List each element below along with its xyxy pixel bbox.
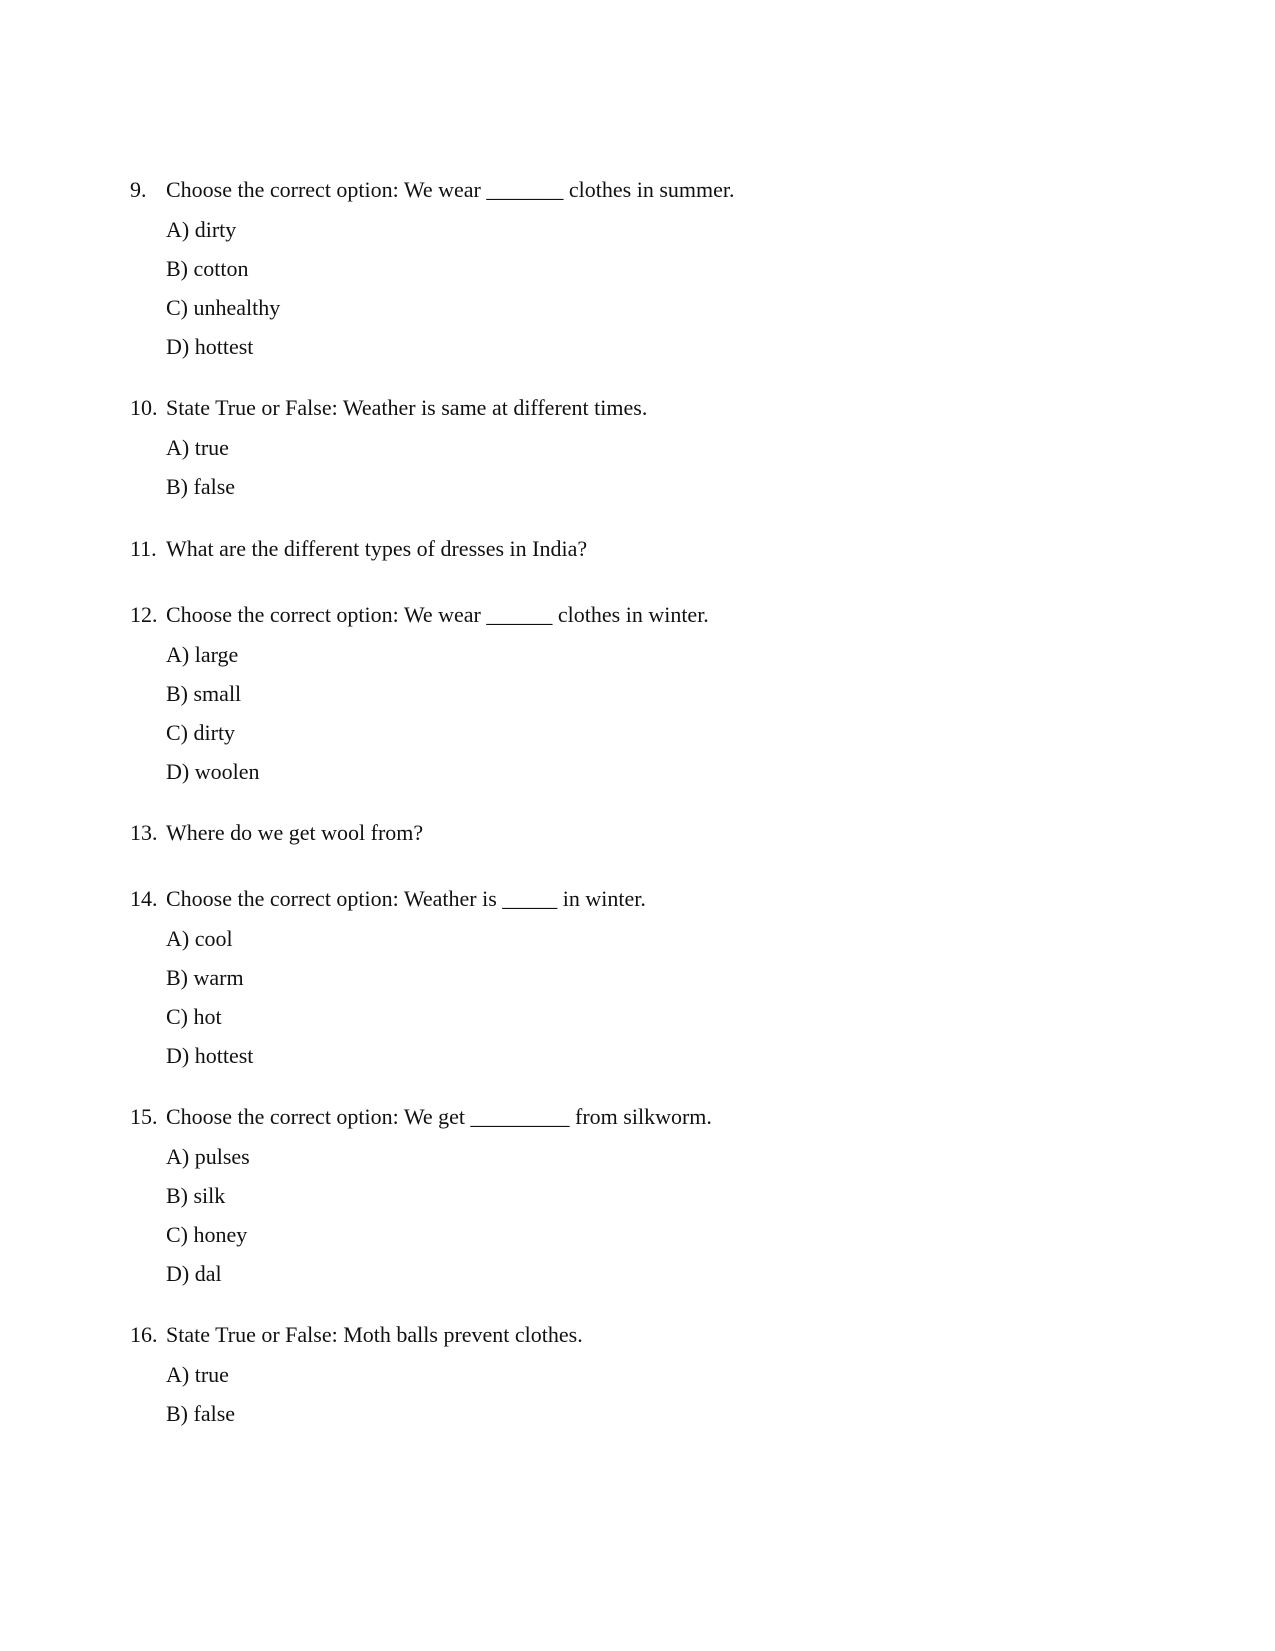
option-a: A) cool — [166, 926, 233, 951]
question-line — [130, 393, 1180, 423]
question-16 — [130, 1320, 1180, 1438]
option-list — [166, 1360, 1180, 1438]
question-15 — [130, 1102, 1180, 1298]
question-text: State True or False: Moth balls prevent clothes. — [166, 1322, 583, 1347]
option-list — [166, 924, 1180, 1080]
question-line — [130, 1320, 1180, 1350]
option-d: D) woolen — [166, 759, 260, 784]
question-9 — [130, 175, 1180, 371]
question-12 — [130, 600, 1180, 796]
question-text: Where do we get wool from? — [166, 820, 424, 845]
option-b: B) small — [166, 681, 242, 706]
option-d: D) hottest — [166, 334, 254, 359]
question-text: Choose the correct option: We get _________ from silkworm. — [166, 1104, 712, 1129]
question-number: 10. — [130, 395, 158, 420]
question-14 — [130, 884, 1180, 1080]
option-a: A) true — [166, 435, 229, 460]
option-b: B) false — [166, 1401, 236, 1426]
option-list — [166, 1142, 1180, 1298]
question-text: State True or False: Weather is same at different times. — [166, 395, 648, 420]
question-13 — [130, 818, 1180, 848]
option-a: A) true — [166, 1362, 229, 1387]
question-number: 12. — [130, 602, 158, 627]
option-c: C) honey — [166, 1222, 248, 1247]
option-c: C) unhealthy — [166, 295, 281, 320]
option-a: A) large — [166, 642, 239, 667]
option-a: A) pulses — [166, 1144, 250, 1169]
question-line — [130, 175, 1180, 205]
option-list — [166, 215, 1180, 371]
question-number: 11. — [130, 536, 157, 561]
question-number: 15. — [130, 1104, 158, 1129]
question-line — [130, 884, 1180, 914]
question-text: Choose the correct option: We wear ______ clothes in winter. — [166, 602, 709, 627]
option-c: C) dirty — [166, 720, 236, 745]
question-line — [130, 534, 1180, 564]
question-line — [130, 600, 1180, 630]
question-number: 13. — [130, 820, 158, 845]
question-number: 16. — [130, 1322, 158, 1347]
option-b: B) cotton — [166, 256, 249, 281]
option-b: B) false — [166, 474, 236, 499]
option-d: D) hottest — [166, 1043, 254, 1068]
option-list — [166, 640, 1180, 796]
option-c: C) hot — [166, 1004, 222, 1029]
option-d: D) dal — [166, 1261, 222, 1286]
question-text: Choose the correct option: Weather is _____ in winter. — [166, 886, 646, 911]
question-number: 14. — [130, 886, 158, 911]
option-a: A) dirty — [166, 217, 237, 242]
question-text: What are the different types of dresses in India? — [166, 536, 588, 561]
question-text: Choose the correct option: We wear _______ clothes in summer. — [166, 177, 735, 202]
question-11 — [130, 534, 1180, 564]
question-line — [130, 818, 1180, 848]
option-list — [166, 433, 1180, 511]
question-line — [130, 1102, 1180, 1132]
option-b: B) warm — [166, 965, 244, 990]
option-b: B) silk — [166, 1183, 226, 1208]
question-number: 9. — [130, 177, 147, 202]
question-10 — [130, 393, 1180, 511]
